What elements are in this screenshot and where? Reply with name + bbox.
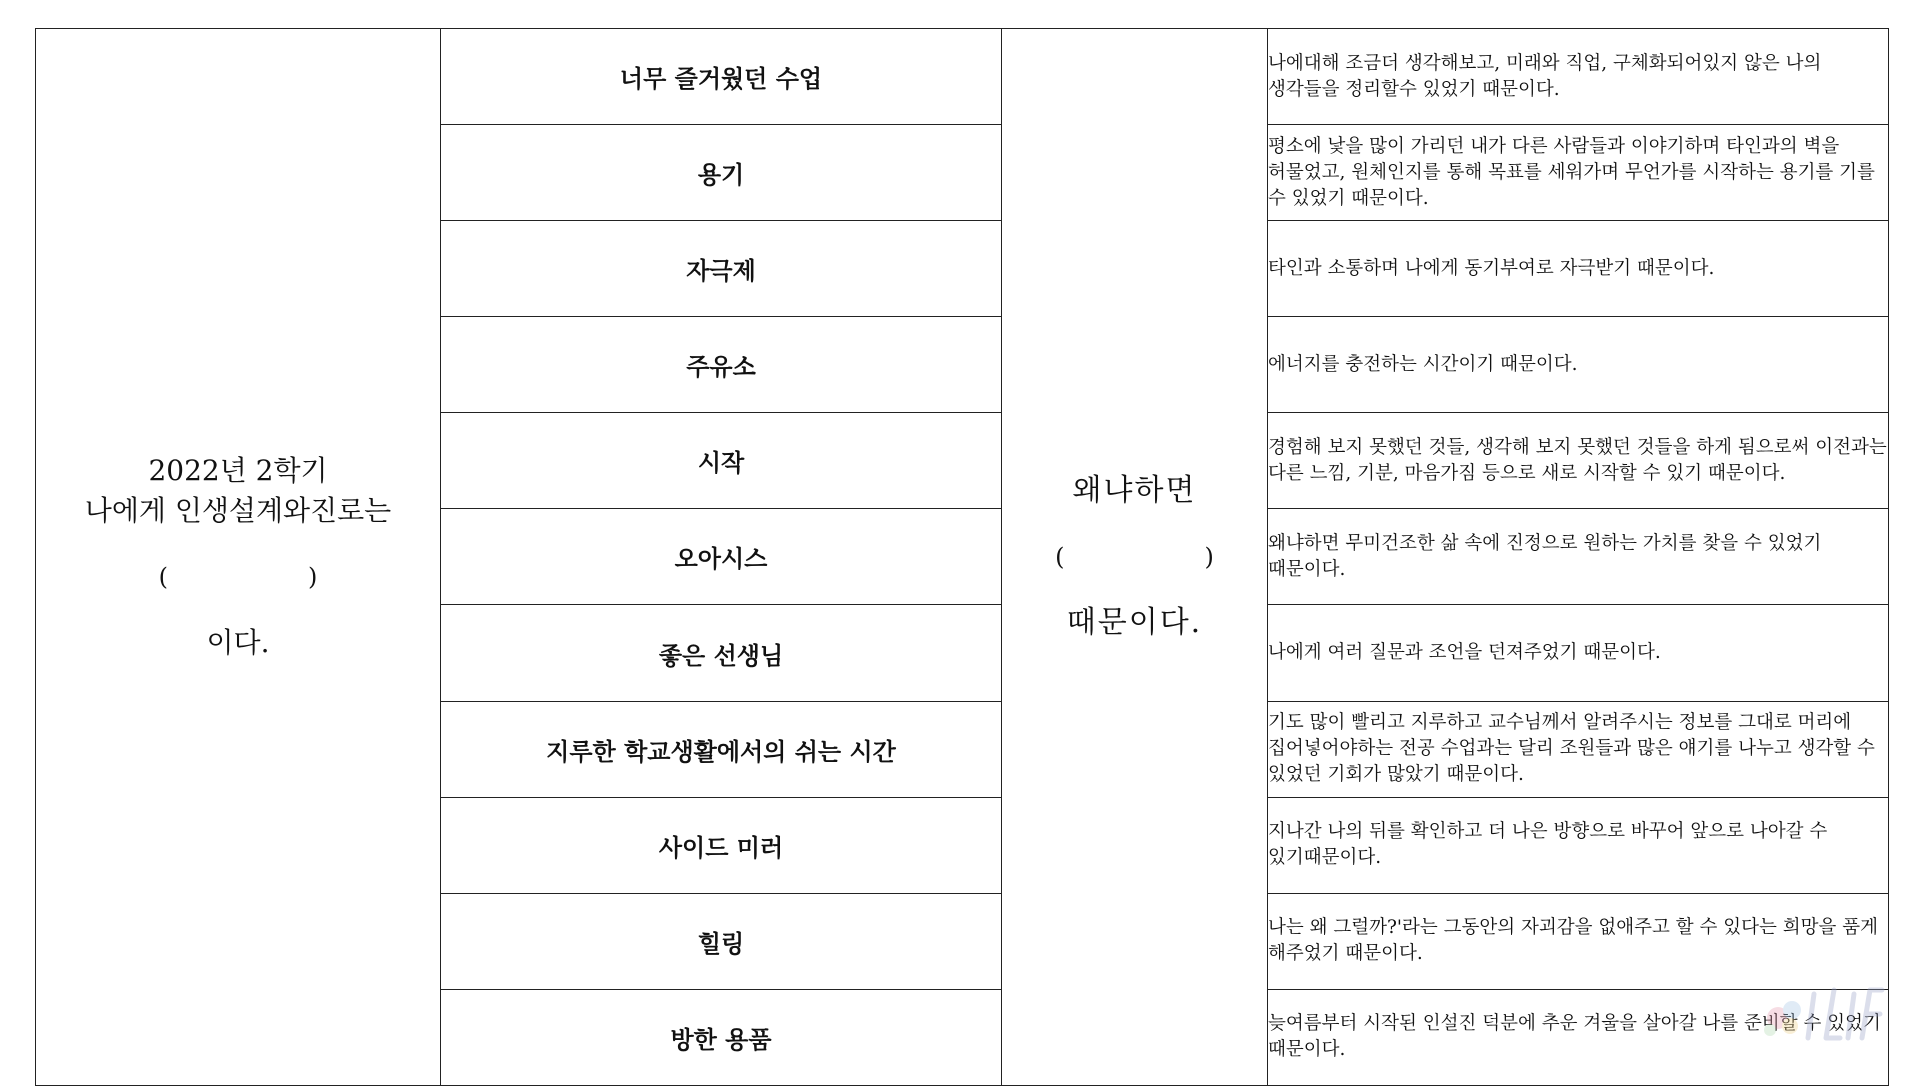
- reason-cell: 지나간 나의 뒤를 확인하고 더 나은 방향으로 바꾸어 앞으로 나아갈 수 있기때문이다.: [1268, 797, 1889, 893]
- keyword-cell: 지루한 학교생활에서의 쉬는 시간: [441, 701, 1002, 797]
- reason-cell: 타인과 소통하며 나에게 동기부여로 자극받기 때문이다.: [1268, 221, 1889, 317]
- keyword-cell: 자극제: [441, 221, 1002, 317]
- reason-cell: 나는 왜 그럴까?'라는 그동안의 자괴감을 없애주고 할 수 있다는 희망을 품게 해주었기 때문이다.: [1268, 893, 1889, 989]
- because-ending: 때문이다.: [1066, 605, 1203, 640]
- prompt-subject: 나에게 인생설계와진로는: [84, 494, 392, 527]
- reason-cell: 나에게 여러 질문과 조언을 던져주었기 때문이다.: [1268, 605, 1889, 701]
- keyword-cell: 사이드 미러: [441, 797, 1002, 893]
- keyword-cell: 주유소: [441, 317, 1002, 413]
- because-label: 왜냐하면: [1072, 473, 1197, 508]
- keyword-cell: 방한 용품: [441, 989, 1002, 1085]
- reflection-table: [35, 28, 1889, 1086]
- prompt-semester: 2022년 2학기: [148, 454, 328, 487]
- ilif-logo-watermark-icon: [1756, 980, 1906, 1050]
- because-blank: ( ): [1055, 543, 1214, 571]
- table-row: [36, 29, 1889, 125]
- prompt-cell: [36, 29, 441, 1086]
- because-cell: [1002, 29, 1268, 1086]
- reason-cell: 왜냐하면 무미건조한 삶 속에 진정으로 원하는 가치를 찾을 수 있었기 때문이다.: [1268, 509, 1889, 605]
- reason-cell: 에너지를 충전하는 시간이기 때문이다.: [1268, 317, 1889, 413]
- keyword-cell: 너무 즐거웠던 수업: [441, 29, 1002, 125]
- reason-cell: 평소에 낯을 많이 가리던 내가 다른 사람들과 이야기하며 타인과의 벽을 허물었고, 원체인지를 통해 목표를 세워가며 무언가를 시작하는 용기를 기를 수 있었기 때문이다.: [1268, 125, 1889, 221]
- reason-cell: 늦여름부터 시작된 인설진 덕분에 추운 겨울을 살아갈 나를 준비할 수 있었기 때문이다.: [1268, 989, 1889, 1085]
- keyword-cell: 시작: [441, 413, 1002, 509]
- keyword-cell: 좋은 선생님: [441, 605, 1002, 701]
- reason-cell: 경험해 보지 못했던 것들, 생각해 보지 못했던 것들을 하게 됨으로써 이전과는 다른 느낌, 기분, 마음가짐 등으로 새로 시작할 수 있기 때문이다.: [1268, 413, 1889, 509]
- keyword-cell: 용기: [441, 125, 1002, 221]
- prompt-ending: 이다.: [206, 626, 270, 659]
- prompt-blank: ( ): [158, 563, 318, 591]
- keyword-cell: 힐링: [441, 893, 1002, 989]
- reason-cell: 나에대해 조금더 생각해보고, 미래와 직업, 구체화되어있지 않은 나의 생각들을 정리할수 있었기 때문이다.: [1268, 29, 1889, 125]
- keyword-cell: 오아시스: [441, 509, 1002, 605]
- reason-cell: 기도 많이 빨리고 지루하고 교수님께서 알려주시는 정보를 그대로 머리에 집어넣어야하는 전공 수업과는 달리 조원들과 많은 얘기를 나누고 생각할 수 있었던 기회가 많았기 때문이다.: [1268, 701, 1889, 797]
